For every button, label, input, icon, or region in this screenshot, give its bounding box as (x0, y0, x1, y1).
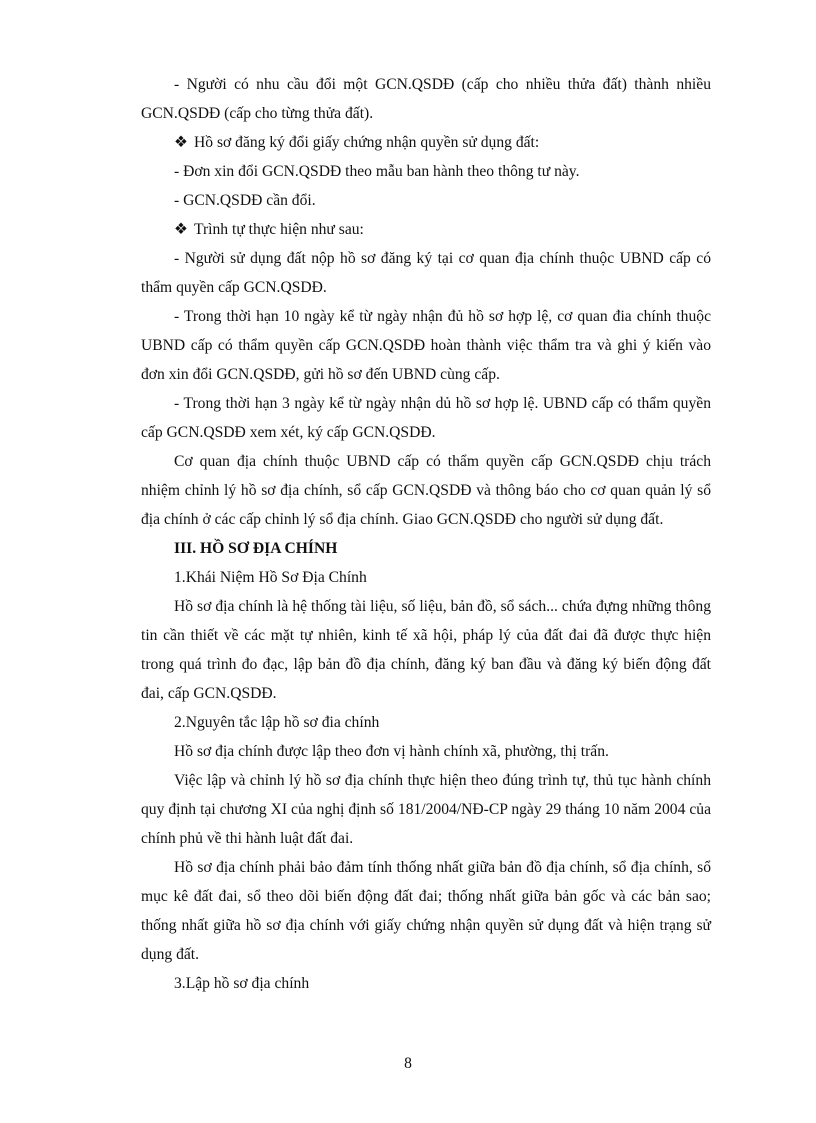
bullet-trinh-tu (141, 215, 711, 244)
section-heading-ho-so-dia-chinh: III. HỒ SƠ ĐỊA CHÍNH (174, 540, 338, 557)
bullet-text: Hồ sơ đăng ký đổi giấy chứng nhận quyền sử dụng đất: (194, 134, 540, 151)
diamond-bullet-icon: ❖ (174, 134, 188, 151)
paragraph-doi-gcn: - Người có nhu cầu đổi một GCN.QSDĐ (cấp cho nhiều thửa đất) thành nhiều GCN.QSDĐ (cấp cho từng thửa đất). (141, 76, 711, 122)
paragraph-thoi-han-3-ngay: - Trong thời hạn 3 ngày kể từ ngày nhận dủ hồ sơ hợp lệ. UBND cấp có thẩm quyền cấp GCN.QSDĐ xem xét, ký cấp GCN.QSDĐ. (141, 395, 711, 441)
bullet-text: Trình tự thực hiện như sau: (194, 221, 364, 238)
paragraph-viec-lap: Việc lập và chỉnh lý hồ sơ địa chính thực hiện theo đúng trình tự, thủ tục hành chính quy định tại chương XI của nghị định số 181/2004/NĐ-CP ngày 29 tháng 10 năm 2004 của chính phủ về thi hành luật đất đai. (141, 772, 711, 847)
subheading-khai-niem: 1.Khái Niệm Hồ Sơ Địa Chính (174, 569, 367, 586)
bullet-ho-so-dang-ky (141, 128, 711, 157)
paragraph-thong-nhat: Hồ sơ địa chính phải bảo đảm tính thống nhất giữa bản đồ địa chính, sổ địa chính, sổ mục kê đất đai, sổ theo dõi biến động đất đai; thống nhất giữa bản gốc và các bản sao; thống nhất giữa hồ sơ địa chính với giấy chứng nhận quyền sử dụng đất và hiện trạng sử dụng đất. (141, 859, 711, 963)
paragraph-nop-ho-so: - Người sử dụng đất nộp hồ sơ đăng ký tại cơ quan địa chính thuộc UBND cấp có thẩm quyền cấp GCN.QSDĐ. (141, 250, 711, 296)
paragraph-khai-niem: Hồ sơ địa chính là hệ thống tài liệu, số liệu, bản đồ, sổ sách... chứa đựng những thông tin cần thiết về các mặt tự nhiên, kinh tế xã hội, pháp lý của đất đai đã được thực hiện trong quá trình đo đạc, lập bản đồ địa chính, đăng ký ban đầu và đăng ký biến động đất đai, cấp GCN.QSDĐ. (141, 598, 711, 702)
page-number: 8 (404, 1055, 412, 1072)
subheading-nguyen-tac: 2.Nguyên tắc lập hồ sơ đia chính (174, 714, 380, 731)
subheading-lap-ho-so: 3.Lập hồ sơ địa chính (174, 975, 310, 992)
paragraph-don-vi-hanh-chinh: Hồ sơ địa chính được lập theo đơn vị hành chính xã, phường, thị trấn. (174, 743, 609, 760)
paragraph-don-xin-doi: - Đơn xin đổi GCN.QSDĐ theo mẫu ban hành theo thông tư này. (174, 163, 580, 180)
paragraph-gcn-can-doi: - GCN.QSDĐ cần đổi. (174, 192, 316, 209)
paragraph-thoi-han-10-ngay: - Trong thời hạn 10 ngày kể từ ngày nhận đủ hồ sơ hợp lệ, cơ quan đia chính thuộc UBND cấp có thẩm quyền cấp GCN.QSDĐ hoàn thành việc thẩm tra và ghi ý kiến vào đơn xin đổi GCN.QSDĐ, gửi hồ sơ đến UBND cùng cấp. (141, 308, 711, 383)
diamond-bullet-icon: ❖ (174, 221, 188, 238)
document-body (141, 70, 711, 998)
paragraph-co-quan-dia-chinh: Cơ quan địa chính thuộc UBND cấp có thẩm quyền cấp GCN.QSDĐ chịu trách nhiệm chỉnh lý hồ sơ địa chính, sổ cấp GCN.QSDĐ và thông báo cho cơ quan quản lý sổ địa chính ở các cấp chỉnh lý sổ địa chính. Giao GCN.QSDĐ cho người sử dụng đất. (141, 453, 711, 528)
